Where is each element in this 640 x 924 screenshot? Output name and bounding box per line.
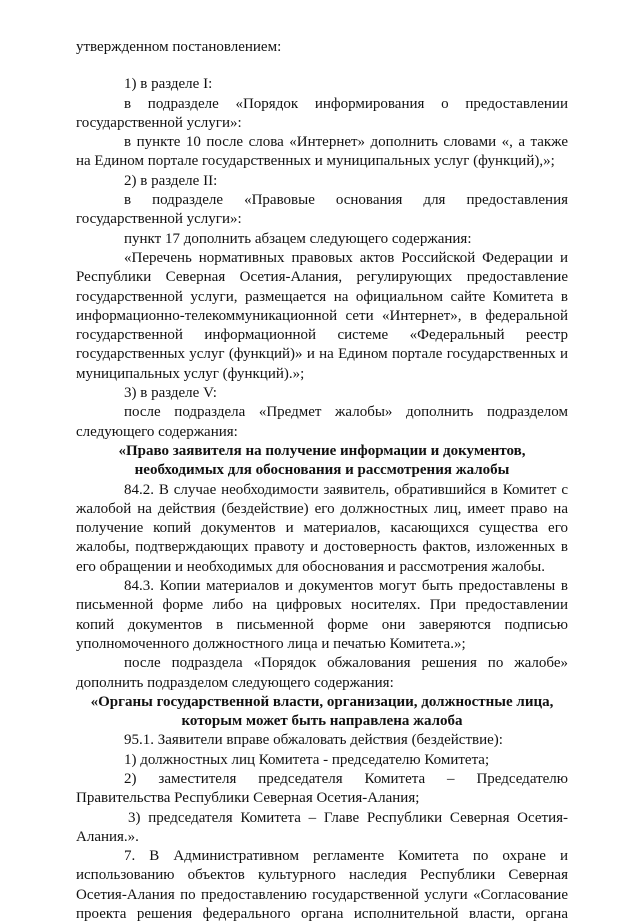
paragraph-section-2: 2) в разделе II: [124,172,218,189]
paragraph-point-7: 7. В Административном регламенте Комитета по охране и использованию объектов культурного наследия Республики Северная Осетия-Алания по предоставлению государственной услуги «Согласование проекта решения федерального органа исполнительной власти, органа [76,848,568,923]
paragraph-after-appeal-procedure: после подраздела «Порядок обжалования решения по жалобе» дополнить подразделом следующего содержания: [76,655,568,691]
paragraph-legal-acts: «Перечень нормативных правовых актов Российской Федерации и Республики Северная Осетия-Алания, регулирующих предоставление государственной услуги, размещается на официальном сайте Комитета в информационно-телекоммуникационной сети «Интернет», в федеральной государственной информационной системе «Федеральный реестр государственных услуг (функций)» и на Едином портале государственных и муниципальных услуг (функций).»; [76,249,568,382]
heading-right-to-information-line-2: необходимых для обоснования и рассмотрения жалобы [134,462,510,479]
heading-right-to-information-line-1: «Право заявителя на получение информации и документов, [118,442,526,459]
paragraph-section-5: 3) в разделе V: [124,385,217,402]
paragraph-after-complaint-subject: после подраздела «Предмет жалобы» дополнить подразделом следующего содержания: [76,404,568,440]
paragraph-intro: утвержденном постановлением: [76,39,282,55]
paragraph-84-2: 84.2. В случае необходимости заявитель, обратившийся в Комитет с жалобой на действия (бездействие) его должностных лиц, имеет право на получение копий документов и материалов, касающихся существа его жалобы, подтверждающих правоту и достоверность фактов, изложенных в его обращении и необходимых для обоснования и рассмотрения жалобы. [76,481,568,575]
paragraph-point-10: в пункте 10 после слова «Интернет» дополнить словами «, а также на Едином портале государственных и муниципальных услуг (функций),»; [76,134,568,170]
paragraph-section-1: 1) в разделе I: [124,76,213,93]
heading-authorities-line-1: «Органы государственной власти, организации, должностные лица, [90,693,554,710]
paragraph-subsection-legal: в подразделе «Правовые основания для предоставления государственной услуги»: [76,192,568,228]
heading-authorities-line-2: которым может быть направлена жалоба [181,713,463,730]
paragraph-84-3: 84.3. Копии материалов и документов могут быть предоставлены в письменной форме либо на цифровых носителях. При предоставлении копий документов в письменной форме они заверяются подписью уполномоченного должностного лица и печатью Комитета.»; [76,578,568,652]
document-page [76,38,568,924]
paragraph-subsection-informing: в подразделе «Порядок информирования о предоставлении государственной услуги»: [76,95,568,131]
paragraph-95-1: 95.1. Заявители вправе обжаловать действия (бездействие): [124,732,503,749]
list-item-2: 2) заместителя председателя Комитета – Председателю Правительства Республики Северная Осетия-Алания; [76,770,568,807]
list-item-1: 1) должностных лиц Комитета - председателю Комитета; [124,751,490,768]
list-item-3: 3) председателя Комитета – Главе Республики Северная Осетия-Алания.». [76,809,568,845]
paragraph-point-17: пункт 17 дополнить абзацем следующего содержания: [124,230,472,247]
